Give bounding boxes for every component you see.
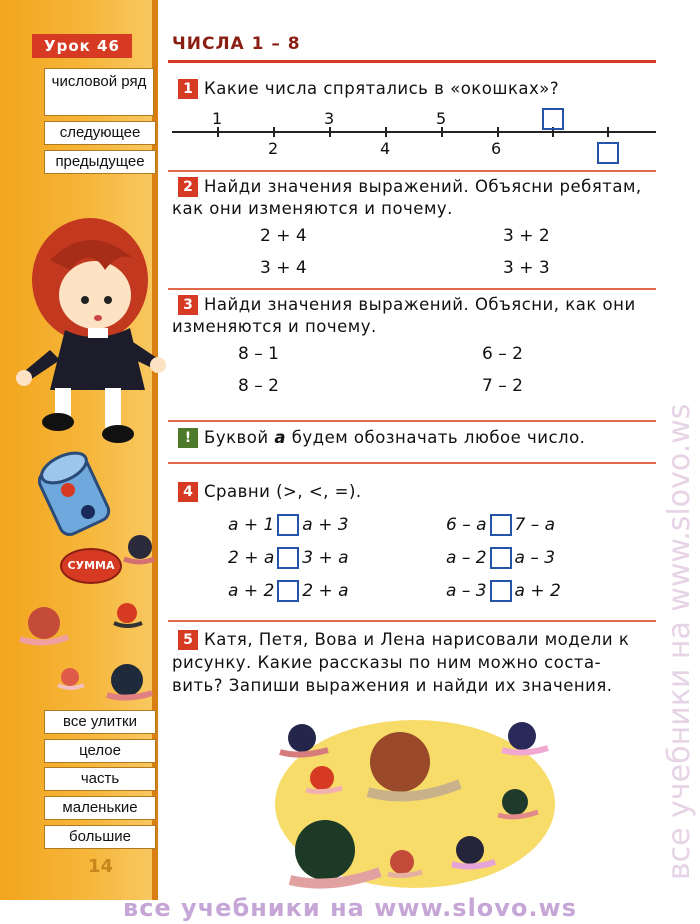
compare-left: а – 3: [446, 581, 487, 601]
compare-box[interactable]: [490, 580, 512, 602]
rule-variable: а: [274, 428, 286, 447]
page-title: ЧИСЛА 1 – 8: [172, 34, 301, 54]
compare-left: а – 2: [446, 548, 487, 568]
expression: 8 – 2: [238, 376, 279, 396]
compare-row: [446, 514, 555, 536]
expression: 6 – 2: [482, 344, 523, 364]
tick: [217, 127, 219, 137]
compare-box[interactable]: [490, 514, 512, 536]
tick: [273, 127, 275, 137]
compare-right: а – 3: [514, 548, 556, 568]
compare-box[interactable]: [490, 547, 512, 569]
task-4-text: Сравни (>, <, =).: [204, 482, 362, 501]
task-2-line2: как они изменяются и почему.: [172, 199, 453, 218]
rule-badge: !: [178, 428, 198, 448]
compare-right: а + 2: [514, 581, 561, 601]
snails-illustration: [12, 525, 157, 705]
compare-right: 2 + а: [302, 581, 349, 601]
compare-left: а + 2: [228, 581, 275, 601]
term-big: большие: [44, 825, 156, 849]
answer-box-top[interactable]: [542, 108, 564, 130]
task-1-badge: 1: [178, 79, 198, 99]
nl-label-top: 5: [436, 109, 447, 128]
task-3-line2: изменяются и почему.: [172, 317, 377, 336]
compare-right: 7 – а: [514, 515, 556, 535]
task-5-line2: рисунку. Какие рассказы по ним можно соста-: [172, 653, 602, 672]
answer-box-bottom[interactable]: [597, 142, 619, 164]
page-number: 14: [88, 856, 114, 877]
tick: [441, 127, 443, 137]
compare-left: 2 + а: [228, 548, 275, 568]
compare-box[interactable]: [277, 580, 299, 602]
term-all-snails: все улитки: [44, 710, 156, 734]
term-whole: целое: [44, 739, 156, 763]
tick: [329, 127, 331, 137]
compare-left: а + 1: [228, 515, 275, 535]
sum-sticker: СУММА: [60, 548, 122, 584]
term-part: часть: [44, 767, 156, 791]
tick: [497, 127, 499, 137]
snails-picture: [270, 712, 560, 892]
compare-row: [228, 514, 349, 536]
section-rule: [168, 620, 656, 622]
compare-right: 3 + а: [302, 548, 349, 568]
task-5-badge: 5: [178, 630, 198, 650]
nl-label-bottom: 6: [491, 139, 502, 158]
nl-label-top: 3: [324, 109, 335, 128]
expression: 3 + 4: [260, 258, 307, 278]
watermark-vertical-text: все учебники на www.slovo.ws: [662, 403, 697, 880]
compare-row: [446, 547, 555, 569]
term-number-row: числовой ряд: [44, 68, 154, 116]
task-2-badge: 2: [178, 177, 198, 197]
task-2-line1: Найди значения выражений. Объясни ребятам,: [204, 177, 642, 196]
tick: [607, 127, 609, 137]
compare-row: [228, 547, 349, 569]
lesson-label: Урок 46: [32, 34, 132, 58]
title-rule: [168, 60, 656, 63]
section-rule: [168, 170, 656, 172]
number-line: [172, 131, 656, 133]
rule-text: [204, 427, 660, 449]
compare-left: 6 – а: [446, 515, 487, 535]
task-1-text: Какие числа спрятались в «окошках»?: [204, 79, 560, 98]
expression: 3 + 2: [503, 226, 550, 246]
compare-box[interactable]: [277, 514, 299, 536]
term-previous: предыдущее: [44, 150, 156, 174]
watermark-bottom: все учебники на www.slovo.ws: [123, 894, 577, 922]
task-5-line1: Катя, Петя, Вова и Лена нарисовали модели к: [204, 630, 630, 649]
task-3-line1: Найди значения выражений. Объясни, как они: [204, 295, 636, 314]
task-5-line3: вить? Запиши выражения и найди их значения.: [172, 676, 613, 695]
nl-label-top: 1: [212, 109, 223, 128]
expression: 7 – 2: [482, 376, 523, 396]
section-rule: [168, 288, 656, 290]
term-next: следующее: [44, 121, 156, 145]
rule-text-b: будем обозначать любое число.: [285, 428, 586, 447]
girl-illustration: [10, 200, 170, 460]
watermark-vertical: [655, 120, 700, 880]
rule-text-a: Буквой: [204, 428, 275, 447]
section-rule: [168, 420, 656, 422]
compare-row: [228, 580, 349, 602]
section-rule: [168, 462, 656, 464]
expression: 3 + 3: [503, 258, 550, 278]
term-small: маленькие: [44, 796, 156, 820]
tick: [385, 127, 387, 137]
compare-row: [446, 580, 561, 602]
task-3-badge: 3: [178, 295, 198, 315]
expression: 8 – 1: [238, 344, 279, 364]
nl-label-bottom: 2: [268, 139, 279, 158]
nl-label-bottom: 4: [380, 139, 391, 158]
compare-right: а + 3: [302, 515, 349, 535]
expression: 2 + 4: [260, 226, 307, 246]
compare-box[interactable]: [277, 547, 299, 569]
task-4-badge: 4: [178, 482, 198, 502]
